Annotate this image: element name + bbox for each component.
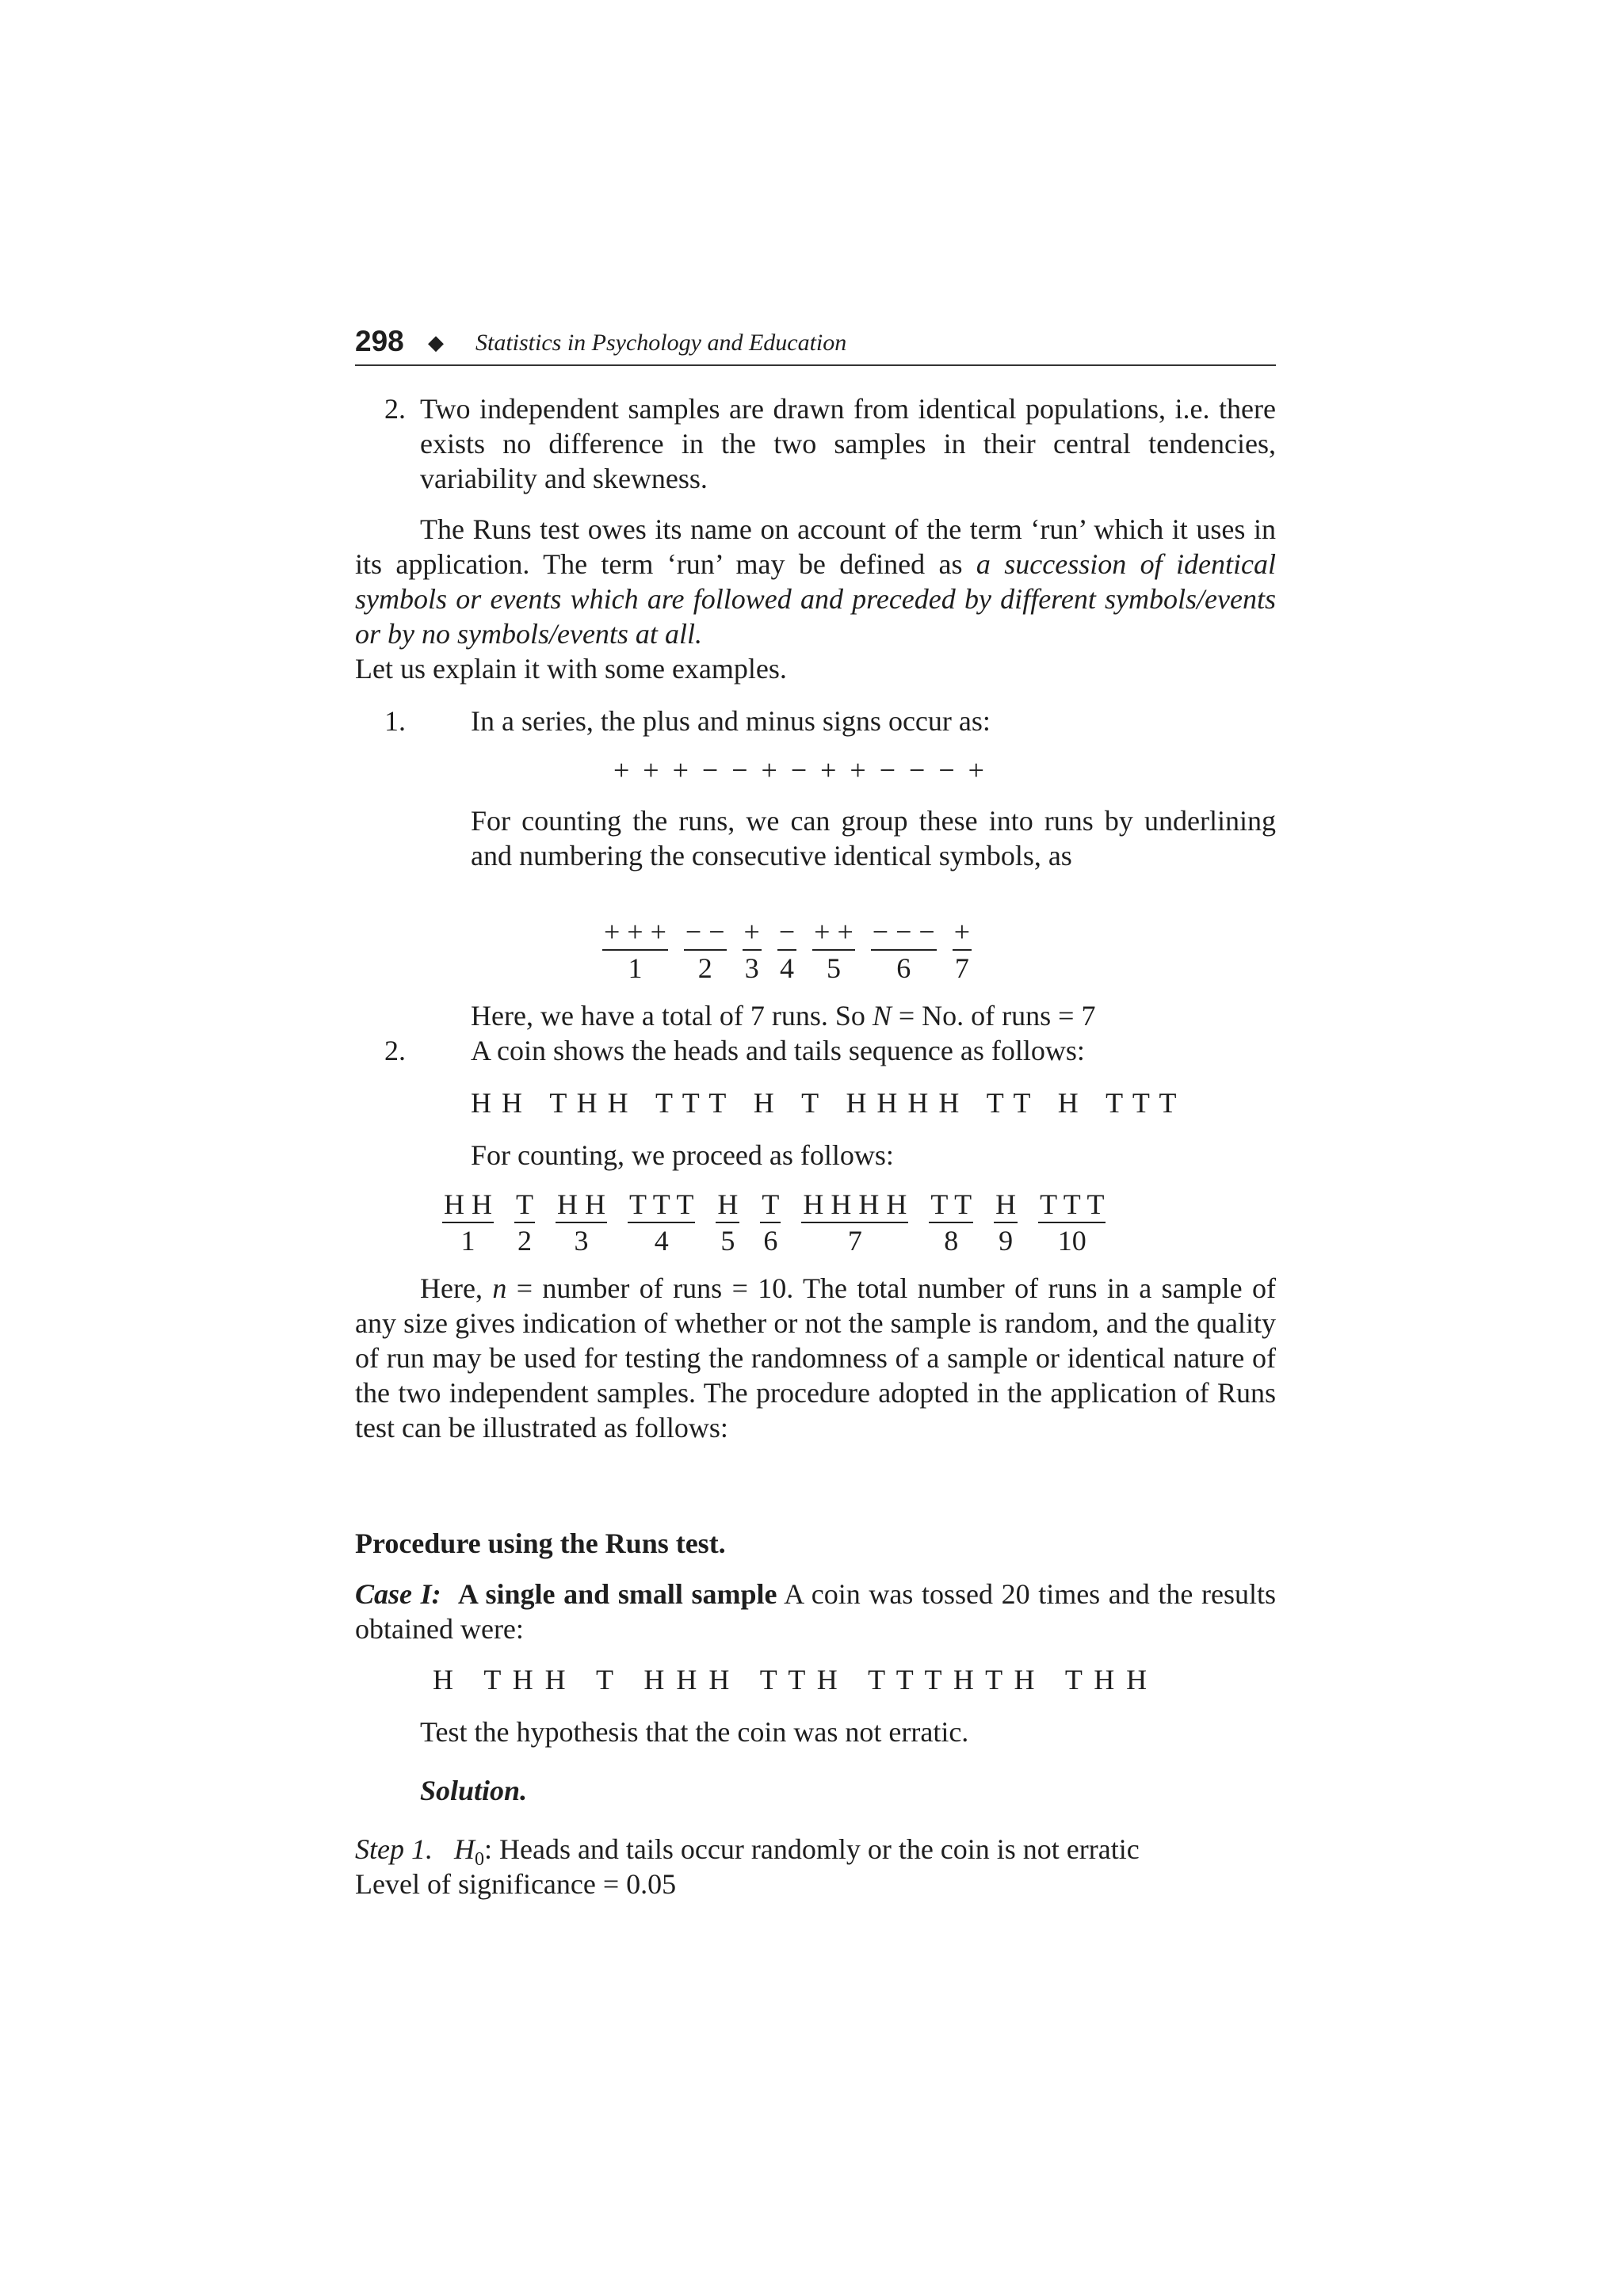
coin-run-number: 2 [517, 1225, 532, 1257]
list-number: 1. [384, 705, 406, 737]
case-title: A single and small sample [457, 1578, 777, 1610]
coin-run-2 [514, 1188, 535, 1258]
case1-paragraph [355, 1577, 1276, 1646]
coin-run-symbols: H [716, 1188, 739, 1223]
paragraph-runs-definition [355, 512, 1276, 651]
coin-run-9 [994, 1188, 1018, 1258]
coin-run-3 [556, 1188, 607, 1258]
sign-run-7 [953, 916, 972, 986]
step-label: Step 1. [355, 1833, 433, 1865]
paragraph-text: Here, [420, 1272, 493, 1304]
running-title: Statistics in Psychology and Education [475, 330, 847, 356]
example1-result [471, 998, 1276, 1033]
sign-run-5 [812, 916, 855, 986]
coin-sequence: H H T H H T T T H T H H H H T T H T T T [471, 1087, 1178, 1119]
procedure-heading: Procedure using the Runs test. [355, 1527, 726, 1559]
coin-run-symbols: T T T [628, 1188, 695, 1223]
example1-intro: In a series, the plus and minus signs occur as: [471, 705, 991, 737]
hypothesis-subscript: 0 [474, 1849, 484, 1871]
case-text: A coin was tossed 20 times and the results obtained were: [355, 1578, 1277, 1645]
coin-run-5 [716, 1188, 739, 1258]
sign-run-symbols: + + [812, 916, 855, 951]
hypothesis-text: : Heads and tails occur randomly or the coin is not erratic [483, 1833, 1140, 1865]
coin-runs-group [442, 1188, 1126, 1258]
sign-run-number: 5 [826, 952, 841, 984]
example2-counting: For counting, we proceed as follows: [471, 1139, 894, 1171]
list-number: 2. [384, 393, 406, 425]
result-text: Here, we have a total of 7 runs. So [471, 1000, 873, 1032]
sign-run-4 [777, 916, 796, 986]
example1-counting: For counting the runs, we can group these into runs by underlining and numbering the consecutive identical symbols, as [471, 805, 1276, 871]
coin-run-number: 9 [999, 1225, 1014, 1257]
solution-label: Solution. [420, 1775, 528, 1806]
sign-run-number: 7 [954, 952, 969, 984]
sign-run-3 [743, 916, 762, 986]
coin-run-symbols: T T T [1038, 1188, 1106, 1223]
paragraph-explain: Let us explain it with some examples. [355, 653, 787, 685]
coin-run-number: 8 [944, 1225, 959, 1257]
coin-run-symbols: T T [929, 1188, 973, 1223]
sign-run-number: 3 [744, 952, 759, 984]
list-item-body: Two independent samples are drawn from identical populations, i.e. there exists no difference in the two samples in their central tendencies, variability and skewness. [420, 393, 1276, 494]
coin-run-7 [801, 1188, 908, 1258]
coin-run-number: 6 [763, 1225, 778, 1257]
coin-run-number: 5 [720, 1225, 735, 1257]
sign-run-symbols: + [953, 916, 972, 951]
case-label: Case I: [355, 1578, 441, 1610]
result-text-end: = No. of runs = 7 [891, 1000, 1096, 1032]
sign-run-number: 4 [780, 952, 794, 984]
sign-run-number: 1 [628, 952, 643, 984]
paragraph-here-n [355, 1271, 1276, 1445]
diamond-icon: ◆ [428, 331, 444, 354]
paragraph-text-end: = number of runs = 10. The total number of runs in a sample of any size gives indication of whether or not the sample is random, and the quality of run may be used for testing the randomness of a sample or identical nature of the two independent samples. The procedure adopted in the application of Runs test can be illustrated as follows: [355, 1272, 1276, 1444]
coin-run-number: 7 [847, 1225, 862, 1257]
coin-run-number: 1 [460, 1225, 475, 1257]
sign-runs-group [602, 916, 987, 986]
coin-run-6 [760, 1188, 781, 1258]
coin-run-symbols: H H H H [801, 1188, 908, 1223]
coin-run-symbols: T [760, 1188, 781, 1223]
coin-run-symbols: H [994, 1188, 1018, 1223]
result-N: N [872, 1000, 892, 1032]
page-header [355, 320, 1276, 366]
variable-n: n [492, 1272, 507, 1304]
toss-sequence: H T H H T H H H T T H T T T H T H T H H [433, 1664, 1150, 1695]
sign-run-symbols: − [777, 916, 796, 951]
sign-run-symbols: − − [684, 916, 727, 951]
coin-run-number: 3 [574, 1225, 589, 1257]
sign-run-2 [684, 916, 727, 986]
coin-run-symbols: H H [442, 1188, 494, 1223]
list-number: 2. [384, 1035, 406, 1066]
sign-run-symbols: + + + [602, 916, 668, 951]
sign-run-number: 6 [896, 952, 911, 984]
paragraph-text: The Runs test owes its name on account of the term ‘run’ which it uses in its application. The term ‘run’ may be defined as [355, 513, 1276, 580]
sign-run-number: 2 [697, 952, 712, 984]
significance-level: Level of significance = 0.05 [355, 1868, 677, 1900]
example2-intro: A coin shows the heads and tails sequence as follows: [471, 1035, 1085, 1066]
coin-run-number: 4 [654, 1225, 669, 1257]
coin-run-number: 10 [1057, 1225, 1086, 1257]
sign-sequence: + + + − − + − + + − − − + [613, 754, 985, 786]
sign-run-symbols: − − − [871, 916, 937, 951]
coin-run-10 [1038, 1188, 1106, 1258]
test-statement: Test the hypothesis that the coin was not erratic. [420, 1716, 969, 1748]
list-item-text [420, 391, 1276, 496]
coin-run-1 [442, 1188, 494, 1258]
coin-run-8 [929, 1188, 973, 1258]
coin-run-symbols: H H [556, 1188, 607, 1223]
sign-run-1 [602, 916, 668, 986]
coin-run-4 [628, 1188, 695, 1258]
sign-run-6 [871, 916, 937, 986]
page-number: 298 [355, 325, 404, 357]
hypothesis-symbol: H [453, 1833, 475, 1865]
run-definition-italic: a succession of identical symbols or events which are followed and preceded by different symbols/events or by no symbols/events at all. [355, 548, 1276, 650]
coin-run-symbols: T [514, 1188, 535, 1223]
sign-run-symbols: + [743, 916, 762, 951]
